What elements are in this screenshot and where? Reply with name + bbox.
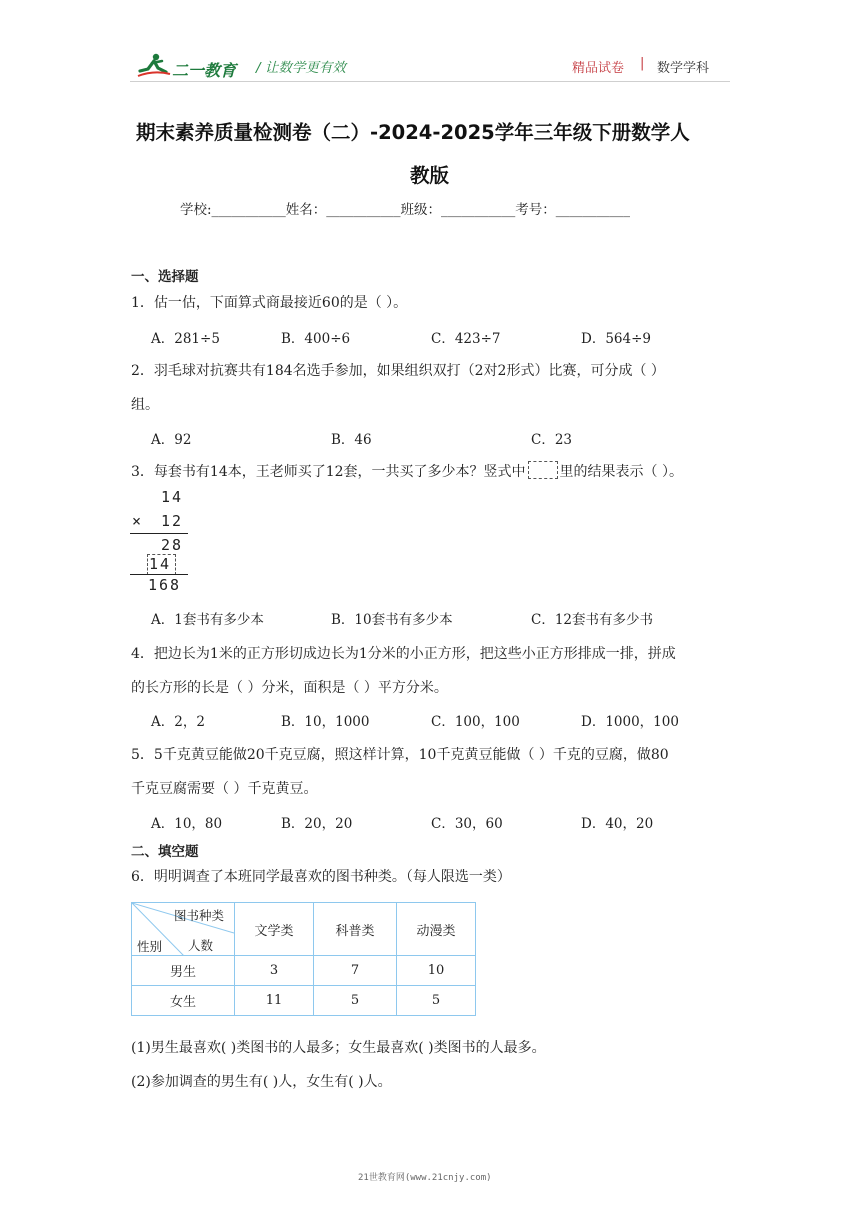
slogan: / 让数学更有效: [256, 60, 346, 76]
table-cell: 3: [235, 956, 314, 986]
section-fill-heading: 二、填空题: [131, 844, 199, 860]
logo: [136, 52, 242, 82]
header-divider: [130, 81, 730, 82]
question-2-line1: 2．羽毛球对抗赛共有184名选手参加，如果组织双打（2对2形式）比赛，可分成（ ）: [131, 363, 665, 379]
vm-rule-2: [130, 574, 188, 575]
vm-rule-1: [130, 533, 188, 534]
table-cell: 5: [314, 986, 397, 1016]
table-cell: 5: [397, 986, 476, 1016]
question-6: 6．明明调查了本班同学最喜欢的图书种类。（每人限选一类）: [131, 869, 511, 885]
dashed-box-icon: [528, 461, 558, 479]
vm-multiplier: 12: [161, 512, 184, 530]
page-footer: 21世教育网(www.21cnjy.com): [358, 1173, 492, 1183]
q5-option-c[interactable]: C．30，60: [431, 816, 503, 832]
q1-option-a[interactable]: A．281÷5: [151, 331, 220, 347]
q4-option-c[interactable]: C．100，100: [431, 714, 520, 730]
q1-option-b[interactable]: B．400÷6: [281, 331, 351, 347]
runner-logo-icon: [136, 52, 172, 80]
diag-top-label: 图书种类: [174, 908, 225, 923]
question-3-text-after: 里的结果表示（ ）。: [559, 464, 683, 480]
vm-result: 168: [148, 576, 182, 594]
table-cell: 7: [314, 956, 397, 986]
student-info-line: 学校:___________姓名：___________班级：___________考号：___________: [180, 202, 631, 218]
row-label-girls: 女生: [132, 986, 235, 1016]
header-separator: |: [640, 56, 645, 71]
q3-option-c[interactable]: C．12套书有多少书: [531, 612, 654, 628]
premium-tag: 精品试卷: [572, 61, 625, 76]
vm-top: 14: [161, 488, 184, 506]
vertical-multiplication: [128, 488, 192, 596]
question-4-line2: 的长方形的长是（ ）分米，面积是（ ）平方分米。: [131, 680, 448, 696]
survey-table: [131, 902, 476, 1016]
question-5-line1: 5．5千克黄豆能做20千克豆腐，照这样计算，10千克黄豆能做（ ）千克的豆腐，做80: [131, 747, 669, 763]
question-3: [131, 461, 683, 481]
q5-option-d[interactable]: D．40，20: [581, 816, 654, 832]
page-title-line2: 教版: [410, 164, 450, 187]
question-6-sub1: (1)男生最喜欢( )类图书的人最多；女生最喜欢( )类图书的人最多。: [131, 1040, 546, 1056]
diag-bottom-label: 性别: [137, 939, 163, 954]
q2-option-c[interactable]: C．23: [531, 432, 573, 448]
question-2-line2: 组。: [131, 397, 159, 413]
section-choice-heading: 一、选择题: [131, 269, 199, 285]
q1-option-d[interactable]: D．564÷9: [581, 331, 651, 347]
vm-times: ×: [132, 512, 144, 530]
q2-option-a[interactable]: A．92: [151, 432, 192, 448]
q4-option-a[interactable]: A．2，2: [151, 714, 205, 730]
q2-option-b[interactable]: B．46: [331, 432, 372, 448]
table-cell: 11: [235, 986, 314, 1016]
q5-option-b[interactable]: B．20，20: [281, 816, 353, 832]
diag-mid-label: 人数: [188, 938, 214, 953]
q4-option-d[interactable]: D．1000，100: [581, 714, 679, 730]
question-4-line1: 4．把边长为1米的正方形切成边长为1分米的小正方形，把这些小正方形排成一排，拼成: [131, 646, 676, 662]
subject-tag: 数学学科: [657, 61, 710, 76]
q3-option-b[interactable]: B．10套书有多少本: [331, 612, 453, 628]
vm-partial1: 28: [161, 536, 184, 554]
col-header-science: 科普类: [314, 903, 397, 956]
q5-option-a[interactable]: A．10，80: [151, 816, 223, 832]
q4-option-b[interactable]: B．10，1000: [281, 714, 370, 730]
question-1: 1．估一估，下面算式商最接近60的是（ ）。: [131, 295, 408, 311]
question-6-sub2: (2)参加调查的男生有( )人，女生有( )人。: [131, 1074, 392, 1090]
vm-partial2: 14: [149, 555, 172, 573]
question-3-text-before: 3．每套书有14本，王老师买了12套，一共买了多少本？竖式中: [131, 464, 526, 480]
q1-option-c[interactable]: C．423÷7: [431, 331, 501, 347]
diagonal-header-cell: [132, 903, 235, 956]
q3-option-a[interactable]: A．1套书有多少本: [151, 612, 264, 628]
table-cell: 10: [397, 956, 476, 986]
row-label-boys: 男生: [132, 956, 235, 986]
logo-text: 二一教育: [172, 61, 237, 80]
page-title-line1: 期末素养质量检测卷（二）-2024-2025学年三年级下册数学人: [136, 121, 690, 144]
col-header-literature: 文学类: [235, 903, 314, 956]
col-header-comics: 动漫类: [397, 903, 476, 956]
question-5-line2: 千克豆腐需要（ ）千克黄豆。: [131, 781, 318, 797]
